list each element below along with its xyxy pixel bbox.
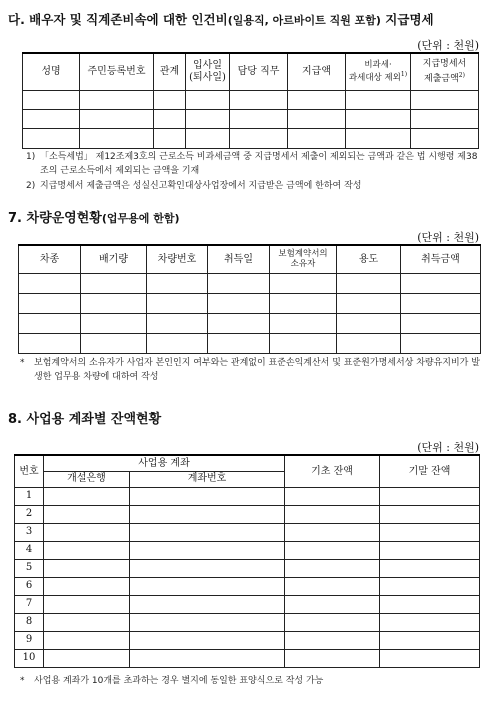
table-cell[interactable]: [44, 613, 130, 631]
table-cell[interactable]: [147, 293, 208, 313]
note-mark: *: [20, 358, 25, 368]
header-resident-number: 주민등록번호: [80, 53, 154, 90]
row-number: 10: [15, 649, 44, 667]
section-d-title-paren: (일용직, 아르바이트 직원 포함): [227, 14, 381, 27]
table-cell[interactable]: [380, 523, 480, 541]
table-cell[interactable]: [380, 649, 480, 667]
table-cell[interactable]: [285, 523, 380, 541]
table-cell[interactable]: [130, 613, 285, 631]
table-cell[interactable]: [401, 333, 481, 353]
account-balance-table: [14, 454, 480, 668]
section-7-title-main: 7. 차량운영현황: [8, 211, 102, 226]
header-acquisition-amount: 취득금액: [401, 245, 481, 273]
table-row: [15, 649, 480, 667]
header-vehicle-type: 차종: [19, 245, 81, 273]
row-number: 4: [15, 541, 44, 559]
header-acquisition-date: 취득일: [208, 245, 270, 273]
table-row: [23, 109, 479, 128]
table-cell[interactable]: [380, 577, 480, 595]
table-cell[interactable]: [154, 109, 186, 128]
table-cell[interactable]: [186, 109, 230, 128]
section-d-title-suffix: 지급명세: [380, 12, 434, 27]
note-mark: 1): [26, 152, 36, 162]
table-cell[interactable]: [81, 313, 147, 333]
row-number: 3: [15, 523, 44, 541]
table-cell[interactable]: [401, 293, 481, 313]
table-cell[interactable]: [288, 109, 346, 128]
table-cell[interactable]: [208, 293, 270, 313]
table-cell[interactable]: [380, 487, 480, 505]
table-cell[interactable]: [147, 313, 208, 333]
table-row: [19, 333, 481, 353]
table-cell[interactable]: [147, 273, 208, 293]
table-cell[interactable]: [147, 333, 208, 353]
table-row: [23, 90, 479, 109]
header-duty: 담당 직무: [230, 53, 288, 90]
header-hire-date: [186, 53, 230, 90]
note-mark: 2): [26, 181, 36, 191]
table-cell[interactable]: [380, 631, 480, 649]
header-non-taxable-line2: 과세대상 제외: [348, 73, 401, 84]
table-cell[interactable]: [380, 505, 480, 523]
table-cell[interactable]: [411, 128, 479, 148]
table-cell[interactable]: [130, 577, 285, 595]
row-number: 5: [15, 559, 44, 577]
header-insurance-owner-line2: 소유자: [290, 259, 316, 270]
section-7-title: [8, 207, 180, 226]
table-row: [15, 595, 480, 613]
section-7-unit: (단위 : 천원): [417, 231, 479, 244]
table-cell[interactable]: [346, 109, 411, 128]
table-cell[interactable]: [44, 523, 130, 541]
header-account-number: 계좌번호: [130, 471, 285, 487]
table-cell[interactable]: [80, 90, 154, 109]
table-cell[interactable]: [411, 109, 479, 128]
table-cell[interactable]: [285, 541, 380, 559]
table-cell[interactable]: [285, 613, 380, 631]
table-cell[interactable]: [230, 128, 288, 148]
table-cell[interactable]: [44, 487, 130, 505]
table-cell[interactable]: [208, 273, 270, 293]
header-hire-date-line1: 입사일: [193, 60, 222, 72]
section-d-title-main: 다. 배우자 및 직계존비속에 대한 인건비: [8, 12, 228, 27]
note-text: 사업용 계좌가 10개를 초과하는 경우 별지에 동일한 표양식으로 작성 가능: [34, 676, 324, 686]
table-cell[interactable]: [285, 631, 380, 649]
table-cell[interactable]: [337, 293, 401, 313]
row-number: 9: [15, 631, 44, 649]
table-cell[interactable]: [230, 90, 288, 109]
table-cell[interactable]: [154, 128, 186, 148]
table-cell[interactable]: [130, 631, 285, 649]
section-d-unit: (단위 : 천원): [417, 39, 479, 52]
table-cell[interactable]: [285, 505, 380, 523]
personnel-payment-table: [22, 52, 479, 149]
header-business-account: 사업용 계좌: [44, 455, 285, 471]
table-cell[interactable]: [270, 273, 337, 293]
table-cell[interactable]: [19, 273, 81, 293]
header-statement-line1: 지급명세서: [422, 58, 467, 69]
row-number: 7: [15, 595, 44, 613]
table-cell[interactable]: [23, 128, 80, 148]
table-cell[interactable]: [380, 559, 480, 577]
table-row: [19, 313, 481, 333]
table-row: [15, 631, 480, 649]
header-usage: 용도: [337, 245, 401, 273]
header-bank: 개설은행: [44, 471, 130, 487]
table-row: [15, 523, 480, 541]
table-cell[interactable]: [19, 333, 81, 353]
table-header-row: [23, 53, 479, 90]
table-header-row: [15, 455, 480, 471]
header-pay-amount: 지급액: [288, 53, 346, 90]
section-7-note: [20, 356, 482, 384]
row-number: 6: [15, 577, 44, 595]
table-cell[interactable]: [23, 90, 80, 109]
table-row: [19, 273, 481, 293]
table-cell[interactable]: [337, 273, 401, 293]
section-8-note: [20, 674, 482, 688]
header-opening-balance: 기초 잔액: [285, 455, 380, 487]
table-cell[interactable]: [230, 109, 288, 128]
table-cell[interactable]: [130, 505, 285, 523]
table-header-row: [19, 245, 481, 273]
header-insurance-owner-line1: 보험계약서의: [278, 249, 328, 260]
table-cell[interactable]: [288, 128, 346, 148]
table-cell[interactable]: [208, 333, 270, 353]
table-cell[interactable]: [285, 487, 380, 505]
table-row: [15, 541, 480, 559]
header-non-taxable-line1: 비과세·: [364, 60, 392, 71]
table-cell[interactable]: [411, 90, 479, 109]
table-cell[interactable]: [130, 487, 285, 505]
table-cell[interactable]: [44, 541, 130, 559]
table-cell[interactable]: [130, 595, 285, 613]
section-8-title: 8. 사업용 계좌별 잔액현황: [8, 412, 162, 427]
vehicle-table: [18, 244, 481, 354]
section-d-note-1: [26, 150, 482, 178]
table-cell[interactable]: [44, 505, 130, 523]
table-cell[interactable]: [186, 90, 230, 109]
header-hire-date-line2: (퇴사일): [189, 71, 226, 83]
table-row: [23, 128, 479, 148]
header-statement-amount: [411, 53, 479, 90]
table-cell[interactable]: [285, 595, 380, 613]
table-cell[interactable]: [380, 595, 480, 613]
header-non-taxable-sup: 1): [400, 71, 408, 79]
note-text: 「소득세법」 제12조제3호의 근로소득 비과세금액 중 지급명세서 제출이 제외되는 금액과 같은 법 시행령 제38조의 근로소득에서 제외되는 금액을 기재: [40, 152, 478, 176]
table-cell[interactable]: [19, 293, 81, 313]
table-cell[interactable]: [81, 333, 147, 353]
header-non-taxable: [346, 53, 411, 90]
header-name: 성명: [23, 53, 80, 90]
table-cell[interactable]: [19, 313, 81, 333]
header-closing-balance: 기말 잔액: [380, 455, 480, 487]
table-cell[interactable]: [44, 595, 130, 613]
table-cell[interactable]: [130, 523, 285, 541]
header-relation: 관계: [154, 53, 186, 90]
table-cell[interactable]: [23, 109, 80, 128]
table-cell[interactable]: [346, 90, 411, 109]
section-d-title: [8, 10, 434, 28]
table-cell[interactable]: [401, 313, 481, 333]
note-text: 지급명세서 제출금액은 성실신고확인대상사업장에서 지급받은 금액에 한하여 작성: [40, 181, 362, 191]
table-cell[interactable]: [130, 559, 285, 577]
header-statement-sup: 2): [458, 71, 465, 79]
table-row: [19, 293, 481, 313]
row-number: 2: [15, 505, 44, 523]
table-cell[interactable]: [44, 559, 130, 577]
table-row: [15, 613, 480, 631]
table-cell[interactable]: [130, 649, 285, 667]
header-statement-line2: 제출금액: [424, 73, 459, 84]
table-cell[interactable]: [285, 649, 380, 667]
row-number: 1: [15, 487, 44, 505]
table-cell[interactable]: [270, 333, 337, 353]
table-cell[interactable]: [81, 293, 147, 313]
table-cell[interactable]: [81, 273, 147, 293]
table-cell[interactable]: [44, 577, 130, 595]
note-mark: *: [20, 676, 25, 686]
table-row: [15, 487, 480, 505]
table-cell[interactable]: [44, 631, 130, 649]
table-cell[interactable]: [285, 577, 380, 595]
header-plate-number: 차량번호: [147, 245, 208, 273]
row-number: 8: [15, 613, 44, 631]
table-cell[interactable]: [186, 128, 230, 148]
table-row: [15, 559, 480, 577]
table-cell[interactable]: [270, 313, 337, 333]
table-cell[interactable]: [80, 128, 154, 148]
table-cell[interactable]: [44, 649, 130, 667]
table-cell[interactable]: [80, 109, 154, 128]
table-cell[interactable]: [337, 333, 401, 353]
table-cell[interactable]: [285, 559, 380, 577]
table-row: [15, 505, 480, 523]
table-cell[interactable]: [346, 128, 411, 148]
table-cell[interactable]: [154, 90, 186, 109]
section-d-note-2: [26, 179, 482, 193]
table-cell[interactable]: [401, 273, 481, 293]
table-cell[interactable]: [130, 541, 285, 559]
section-8-unit: (단위 : 천원): [417, 441, 479, 454]
header-number: 번호: [15, 455, 44, 487]
table-cell[interactable]: [208, 313, 270, 333]
section-7-title-paren: (업무용에 한함): [101, 212, 180, 225]
header-insurance-owner: [270, 245, 337, 273]
note-text: 보험계약서의 소유자가 사업자 본인인지 여부와는 관계없이 표준손익계산서 및 표준원가명세서상 차량유지비가 발생한 업무용 차량에 대하여 작성: [34, 358, 480, 382]
table-cell[interactable]: [337, 313, 401, 333]
table-cell[interactable]: [380, 613, 480, 631]
table-cell[interactable]: [380, 541, 480, 559]
table-cell[interactable]: [270, 293, 337, 313]
table-cell[interactable]: [288, 90, 346, 109]
table-row: [15, 577, 480, 595]
header-displacement: 배기량: [81, 245, 147, 273]
